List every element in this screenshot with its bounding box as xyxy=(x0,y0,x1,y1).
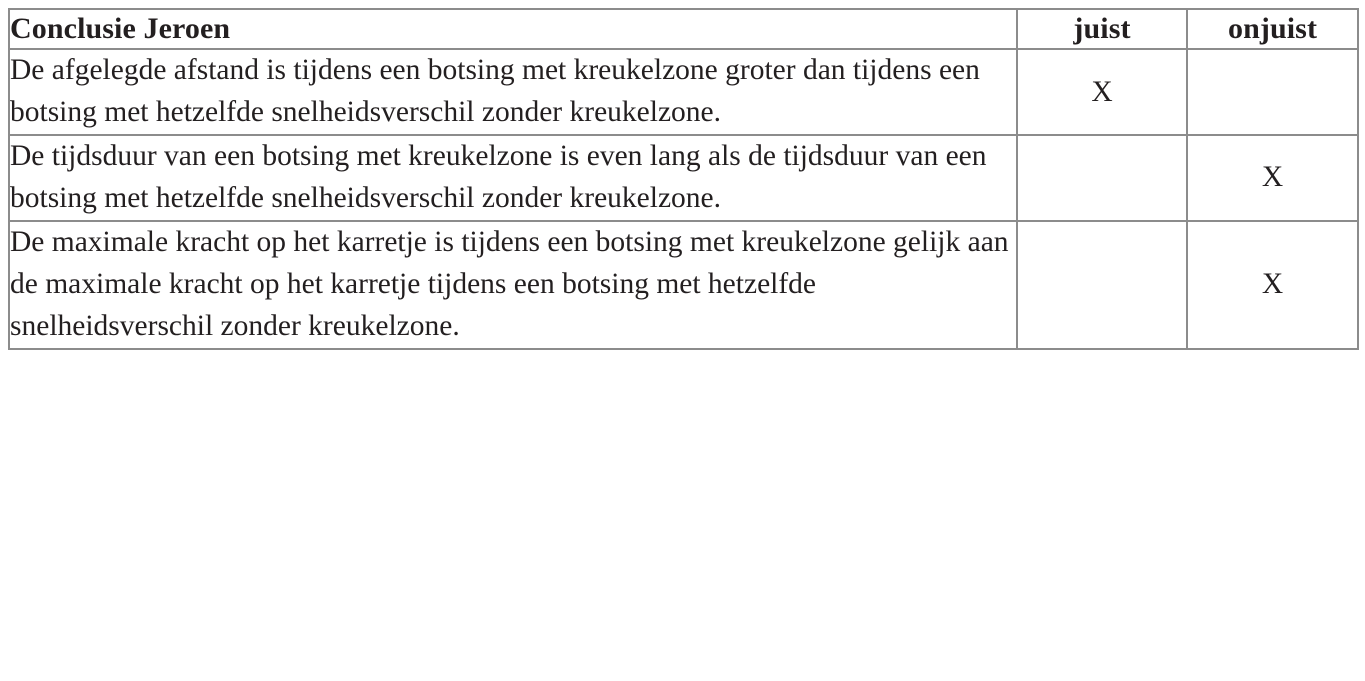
onjuist-mark-cell[interactable] xyxy=(1187,49,1358,135)
column-header-onjuist: onjuist xyxy=(1187,9,1358,49)
table-row xyxy=(9,221,1358,349)
check-mark-x: X xyxy=(1261,268,1284,301)
table-row xyxy=(9,49,1358,135)
juist-mark-cell[interactable] xyxy=(1017,221,1187,349)
statement-text: De afgelegde afstand is tijdens een botsing met kreukelzone groter dan tijdens een botsing met hetzelfde snelheidsverschil zonder kreukelzone. xyxy=(9,49,1017,135)
statement-text: De maximale kracht op het karretje is tijdens een botsing met kreukelzone gelijk aan de maximale kracht op het karretje tijdens een botsing met hetzelfde snelheidsverschil zonder kreukelzone. xyxy=(9,221,1017,349)
onjuist-mark-cell[interactable] xyxy=(1187,135,1358,221)
column-header-conclusie: Conclusie Jeroen xyxy=(9,9,1017,49)
juist-mark-cell[interactable] xyxy=(1017,135,1187,221)
check-mark-x: X xyxy=(1091,75,1113,108)
table-header xyxy=(9,9,1358,49)
check-mark-x: X xyxy=(1261,161,1284,194)
table-header-row xyxy=(9,9,1358,49)
onjuist-mark-cell[interactable] xyxy=(1187,221,1358,349)
column-header-juist: juist xyxy=(1017,9,1187,49)
document-page xyxy=(0,8,1365,681)
statement-text: De tijdsduur van een botsing met kreukelzone is even lang als de tijdsduur van een botsing met hetzelfde snelheidsverschil zonder kreukelzone. xyxy=(9,135,1017,221)
juist-mark-cell[interactable] xyxy=(1017,49,1187,135)
table-body xyxy=(9,49,1358,348)
table-row xyxy=(9,135,1358,221)
conclusions-table xyxy=(8,8,1359,350)
